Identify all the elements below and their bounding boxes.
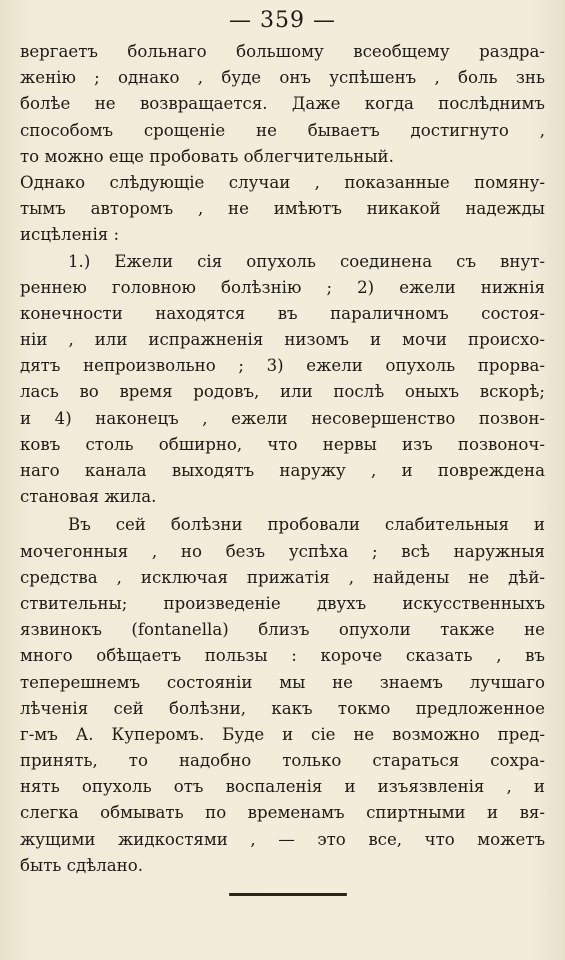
text-line: мочегонныя , но безъ успѣха ; всѣ наружныя [20, 541, 545, 561]
text-line: наго канала выходятъ наружу , и повреждена [20, 461, 545, 480]
body-text [20, 39, 545, 879]
text-line: Однако слѣдующіе случаи , показанные помяну- [20, 172, 545, 192]
text-line: конечности находятся въ параличномъ состоя- [20, 303, 545, 323]
text-line: жущими жидкостями , — это все, что можетъ [20, 829, 545, 849]
paragraph [20, 512, 545, 879]
text-line: язвинокъ (fontanella) близъ опухоли также не [20, 620, 545, 640]
text-line: способомъ срощеніе не бываетъ достигнуто , [20, 120, 545, 140]
text-line: ковъ столь обширно, что нервы изъ позвоноч- [20, 434, 545, 454]
text-line: 1.) Ежели сія опухоль соединена съ внут- [68, 251, 545, 271]
text-line: тымъ авторомъ , не имѣютъ никакой надежды [20, 199, 545, 219]
text-line: женію ; однако , буде онъ успѣшенъ , боль знь [20, 68, 545, 88]
text-line: болѣе не возвращается. Даже когда послѣднимъ [20, 94, 545, 114]
text-line: слегка обмывать по временамъ спиртными и вя- [20, 803, 545, 823]
text-line: Въ сей болѣзни пробовали слабительныя и [68, 515, 545, 535]
paragraph [20, 39, 545, 170]
text-line: реннею головною болѣзнію ; 2) ежели нижнія [20, 277, 545, 297]
text-line: становая жила. [20, 487, 157, 507]
text-line: лѣченія сей болѣзни, какъ токмо предложенное [20, 698, 545, 718]
text-line: принять, то надобно только стараться сохра- [20, 751, 545, 771]
text-line: ствительны; произведеніе двухъ искусственныхъ [20, 593, 545, 613]
text-line: вергаетъ больнаго большому всеобщему раздра- [20, 42, 545, 61]
text-line: и 4) наконецъ , ежели несовершенство позвон- [20, 408, 545, 428]
text-line: быть сдѣлано. [20, 855, 143, 875]
text-line: много обѣщаетъ пользы : короче сказать , въ [20, 646, 545, 666]
text-line: ніи , или испражненія низомъ и мочи происхо- [20, 330, 545, 350]
text-line: теперешнемъ состояніи мы не знаемъ лучшаго [20, 672, 545, 692]
text-line: дятъ непроизвольно ; 3) ежели опухоль прорва- [20, 356, 545, 376]
end-rule [229, 893, 347, 896]
text-line: исцѣленія : [20, 225, 120, 245]
paragraph [20, 249, 545, 511]
text-line: то можно еще пробовать облегчительный. [20, 146, 394, 166]
text-line: лась во время родовъ, или послѣ оныхъ вскорѣ; [20, 382, 545, 402]
text-line: нять опухоль отъ воспаленія и изъязвленія , и [20, 777, 545, 797]
page-number: — 359 — [229, 8, 336, 33]
text-line: г-мъ А. Куперомъ. Буде и сіе не возможно пред- [20, 724, 545, 744]
paragraph [20, 170, 545, 249]
text-line: средства , исключая прижатія , найдены не дѣй- [20, 567, 545, 587]
